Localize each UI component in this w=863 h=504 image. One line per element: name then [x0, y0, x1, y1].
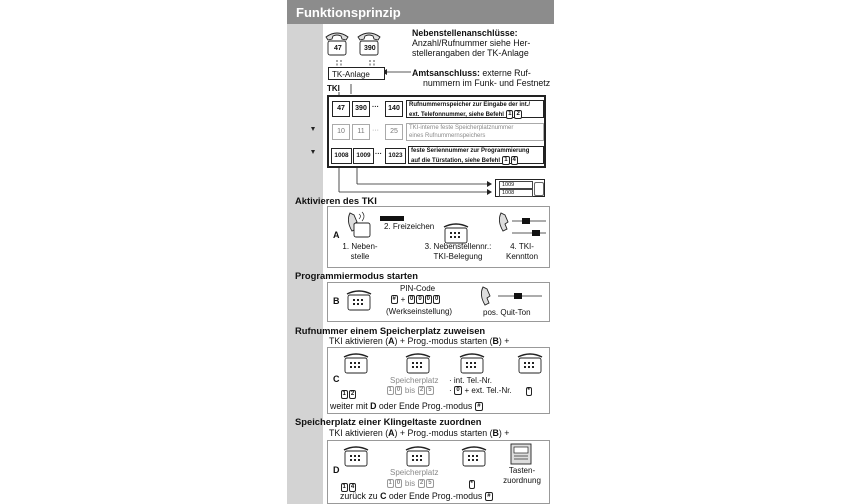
range-key: 5: [428, 387, 432, 394]
zurueck-c: oder Ende Prog.-modus: [386, 491, 483, 501]
intro-c-b: A: [388, 336, 395, 346]
c-range: [386, 386, 434, 396]
cell-1009: 1009: [353, 148, 374, 164]
step1-line2: stelle: [350, 252, 370, 261]
weiter-b: D: [370, 401, 377, 411]
keypad-phone-icon-c3: [458, 351, 486, 375]
row1-desc-line2: ext. Telefonnummer, siehe Befehl: [409, 111, 504, 118]
intro-d-a: TKI aktivieren (: [329, 428, 389, 438]
step2: 2. Freizeichen: [384, 222, 435, 231]
phone-390-icon: [355, 28, 383, 58]
row2-desc: [406, 123, 544, 141]
int-tel: · int. Tel.-Nr.: [449, 376, 492, 385]
cell-1023: 1023: [385, 148, 406, 164]
row1-dots: ···: [372, 104, 379, 111]
section-a-letter: A: [333, 230, 340, 240]
tasten-line1: Tasten-: [508, 466, 536, 475]
d-range: [386, 479, 434, 489]
door-button-1008: 1008: [499, 189, 533, 197]
range-key: 2: [419, 480, 424, 487]
page-header: [287, 0, 554, 24]
key-1d: 1: [342, 484, 346, 491]
phone-47-icon: [323, 28, 351, 58]
nebenstellen-text-1: Anzahl/Rufnummer siehe Her-: [412, 38, 531, 48]
zurueck-b: C: [380, 491, 387, 501]
c-speicherplatz: Speicherplatz: [390, 376, 439, 385]
weiter-c: oder Ende Prog.-modus: [376, 401, 473, 411]
bis-label: bis: [404, 386, 416, 395]
row1-desc-line1: Rufnummernspeicher zur Eingabe der int./: [409, 102, 531, 108]
handset-tone-icon: [496, 209, 548, 241]
intro-c-d: B: [492, 336, 499, 346]
tone-bar-icon: [380, 216, 404, 221]
step3-line2: TKI-Belegung: [433, 252, 483, 261]
star-key: *: [527, 388, 530, 394]
row3-desc: [408, 146, 544, 164]
keypad-phone-icon-d1: [342, 444, 370, 468]
section-a-title: Aktivieren des TKI: [295, 195, 377, 206]
range-key: 0: [396, 387, 401, 394]
keypad-phone-icon-c4: [516, 351, 544, 375]
page-title: Funktionsprinzip: [296, 5, 401, 20]
key-0: 0: [456, 387, 460, 394]
nebenstellen-text-2: stellerangaben der TK-Anlage: [412, 48, 529, 58]
section-c-box: [327, 347, 550, 414]
werkseinstellung: (Werkseinstellung): [386, 307, 453, 316]
key-4: 4: [512, 156, 516, 163]
nebenstellen-heading: Nebenstellenanschlüsse:: [412, 28, 518, 38]
row2-dots: ···: [372, 127, 379, 134]
section-b-title: Programmiermodus starten: [295, 270, 418, 281]
cell-390: 390: [352, 101, 370, 117]
d-speicherplatz: Speicherplatz: [390, 468, 439, 477]
quit-ton: pos. Quit-Ton: [483, 308, 531, 317]
pin-label: PIN-Code: [400, 284, 436, 293]
cell-10: 10: [332, 124, 350, 140]
key-1b: 1: [504, 156, 508, 163]
row3-desc-line2: auf die Türstation, siehe Befehl: [411, 157, 501, 164]
door-speaker-icon: [534, 182, 544, 196]
d-zurueck: [340, 491, 493, 501]
weiter-a: weiter mit: [330, 401, 371, 411]
tk-anlage-box: TK-Anlage: [328, 67, 385, 80]
star-key-d: *: [470, 481, 473, 487]
key-2c: 2: [350, 391, 355, 398]
intro-c-a: TKI aktivieren (: [329, 336, 389, 346]
tki-label: TKI: [327, 84, 340, 93]
section-d-box: [327, 440, 550, 504]
intro-c-c: ) + Prog.-modus starten (: [394, 336, 493, 346]
step4-line2: Kenntton: [505, 252, 539, 261]
key-2: 2: [516, 110, 520, 117]
intro-d-b: A: [388, 428, 395, 438]
cell-1008: 1008: [331, 148, 352, 164]
key-1c: 1: [342, 391, 346, 398]
pin-keys: [390, 295, 441, 305]
zurueck-a: zurück zu: [340, 491, 381, 501]
hash-key: #: [392, 296, 396, 303]
amts-heading: Amtsanschluss:: [412, 68, 480, 78]
door-panel-icon: [510, 443, 532, 465]
step4: [500, 242, 544, 262]
hash-key-d: #: [487, 493, 491, 500]
step3: [423, 242, 493, 262]
intro-c-e: ) +: [498, 336, 510, 346]
keypad-phone-icon-c1: [342, 351, 370, 375]
amts-text-1: externe Ruf-: [479, 68, 531, 78]
cell-140: 140: [385, 101, 403, 117]
step1: [340, 242, 380, 262]
section-a-box: [327, 206, 550, 268]
row1-desc: [406, 100, 544, 118]
range-key: 5: [428, 480, 432, 487]
range-key: 1: [388, 387, 392, 394]
pin-key: 0: [409, 296, 414, 303]
cell-25: 25: [385, 124, 403, 140]
section-d-letter: D: [333, 465, 340, 475]
step4-line1: 4. TKI-: [510, 242, 534, 251]
key-4d: 4: [350, 484, 355, 491]
tasten-line2: zuordnung: [503, 476, 541, 485]
nebenstellen-note: [412, 28, 552, 58]
hash-key-c: #: [477, 403, 481, 410]
section-d-title: Speicherplatz einer Klingeltaste zuordnen: [295, 416, 482, 427]
plus-sign: +: [400, 295, 406, 304]
phone-47-label: 47: [334, 45, 342, 52]
row3-desc-line1: feste Seriennummer zur Programmierung: [411, 148, 530, 154]
range-key: 0: [396, 480, 401, 487]
phone-390-label: 390: [364, 45, 376, 52]
range-key: 2: [419, 387, 424, 394]
c-weiter: [330, 401, 483, 411]
row2-desc-line1: TKI-interne feste Speicherplatznummer: [409, 125, 514, 131]
step1-line1: 1. Neben-: [342, 242, 378, 251]
range-key: 1: [388, 480, 392, 487]
pin-key: 0: [435, 296, 439, 303]
tki-block: [327, 95, 546, 168]
intro-d-d: B: [492, 428, 499, 438]
door-button-1009: 1009: [499, 181, 533, 189]
manual-page: [287, 0, 554, 504]
section-c-title: Rufnummer einem Speicherplatz zuweisen: [295, 325, 486, 336]
dot-sep: ·: [449, 386, 452, 395]
pin-key: 0: [418, 296, 422, 303]
door-station: [495, 179, 545, 197]
ext-tel: [449, 386, 512, 396]
tastenzuordnung: [500, 466, 544, 486]
step3-line1: 3. Nebenstellennr.:: [424, 242, 492, 251]
amts-text-2: nummern im Funk- und Festnetz: [423, 78, 551, 88]
section-b-box: [327, 282, 550, 322]
pin-key: 0: [426, 296, 431, 303]
handset-off-hook-icon: [344, 209, 374, 239]
section-d-intro: [329, 428, 509, 438]
section-c-letter: C: [333, 374, 340, 384]
intro-d-c: ) + Prog.-modus starten (: [394, 428, 493, 438]
cell-47: 47: [332, 101, 350, 117]
cell-11: 11: [352, 124, 370, 140]
section-c-intro: [329, 336, 509, 346]
intro-d-e: ) +: [498, 428, 510, 438]
section-b-letter: B: [333, 296, 340, 306]
handset-quit-icon: [478, 285, 544, 307]
amts-note: [412, 68, 552, 88]
keypad-phone-icon-c2: [404, 351, 432, 375]
keypad-phone-icon-d3: [460, 444, 488, 468]
row3-dots: ···: [375, 151, 382, 158]
keypad-phone-icon-d2: [404, 444, 432, 468]
keypad-phone-icon-b: [345, 288, 373, 312]
ext-label: + ext. Tel.-Nr.: [464, 386, 512, 395]
row2-desc-line2: eines Rufnummernspeichers: [409, 132, 486, 139]
bis-label-d: bis: [404, 479, 416, 488]
key-1: 1: [508, 110, 512, 117]
